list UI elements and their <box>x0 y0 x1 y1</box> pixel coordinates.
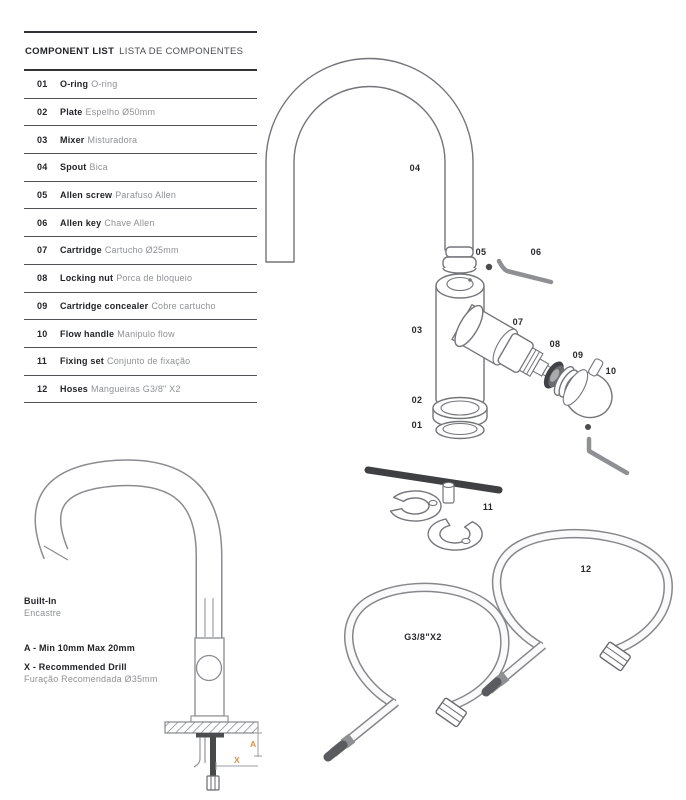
component-list-title-pt: LISTA DE COMPONENTES <box>119 45 244 57</box>
part-label-07: 07 <box>512 317 524 327</box>
handle-screw <box>585 424 591 430</box>
horseshoe-washer-1 <box>391 491 441 521</box>
fixing-set-11 <box>368 470 499 550</box>
component-name <box>60 107 155 117</box>
handle-pin <box>588 358 604 377</box>
spout-04 <box>266 59 473 263</box>
spacer <box>24 619 158 642</box>
component-row-02 <box>24 99 257 127</box>
component-number: 06 <box>37 217 48 228</box>
hose-size-label: G3/8"X2 <box>404 632 442 642</box>
part-label-11: 11 <box>482 502 494 512</box>
component-name <box>60 162 108 172</box>
component-name-en: O-ring <box>60 79 89 90</box>
component-name-en: Cartridge <box>60 245 102 256</box>
component-row-08 <box>24 265 257 293</box>
component-name-pt: Conjunto de fixação <box>107 356 191 367</box>
component-name <box>60 79 117 89</box>
handle-allen-key <box>589 439 627 473</box>
threaded-shank <box>210 737 216 776</box>
component-name-pt: Porca de bloqueio <box>116 273 193 284</box>
component-name-en: Locking nut <box>60 273 114 284</box>
component-name-pt: Parafuso Allen <box>115 190 177 201</box>
component-name-en: Allen key <box>60 217 102 228</box>
component-number: 03 <box>37 134 48 145</box>
countertop <box>165 722 258 733</box>
component-name-pt: Bica <box>89 162 108 173</box>
part-label-04: 04 <box>409 163 421 173</box>
allen-screw-05 <box>486 264 492 270</box>
component-row-03 <box>24 126 257 154</box>
built-in-title-en: Built-In <box>24 596 57 606</box>
fixing-stud <box>443 483 454 504</box>
component-name-en: Cartridge concealer <box>60 300 149 311</box>
component-row-11 <box>24 348 257 376</box>
component-number: 12 <box>37 383 48 394</box>
built-in-title-pt: Encastre <box>24 608 62 618</box>
part-label-10: 10 <box>605 366 617 376</box>
component-name-pt: O-ring <box>91 79 118 90</box>
component-name-pt: Misturadora <box>87 134 138 145</box>
part-label-09: 09 <box>572 350 584 360</box>
component-name <box>60 135 137 145</box>
oring-01 <box>436 422 484 439</box>
part-label-08: 08 <box>549 339 561 349</box>
hose-right <box>486 534 668 692</box>
component-name-en: Fixing set <box>60 356 105 367</box>
component-number: 02 <box>37 107 48 118</box>
component-name-en: Mixer <box>60 134 85 145</box>
component-row-06 <box>24 209 257 237</box>
part-label-03: 03 <box>411 325 423 335</box>
hose-tails <box>194 737 205 767</box>
dimension-x-note-pt: Furação Recomendada Ø35mm <box>24 674 158 684</box>
dimension-a-note: A - Min 10mm Max 20mm <box>24 643 135 653</box>
component-row-09 <box>24 293 257 321</box>
component-name-pt: Cartucho Ø25mm <box>104 245 179 256</box>
built-in-plate <box>191 716 228 722</box>
component-name <box>60 273 192 283</box>
part-label-02: 02 <box>411 395 423 405</box>
component-name-pt: Chave Allen <box>104 217 155 228</box>
component-name <box>60 384 181 394</box>
component-name <box>60 329 175 339</box>
spacer <box>24 654 158 661</box>
component-row-04 <box>24 154 257 182</box>
built-in-notes <box>24 595 158 685</box>
horseshoe-washer-2 <box>428 519 482 550</box>
component-list <box>24 31 257 403</box>
component-name-en: Spout <box>60 162 87 173</box>
component-name <box>60 218 155 228</box>
component-name <box>60 301 216 311</box>
component-row-05 <box>24 182 257 210</box>
dimension-x-note-en: X - Recommended Drill <box>24 662 127 672</box>
shank-nut <box>207 776 219 790</box>
component-name <box>60 356 190 366</box>
component-number: 07 <box>37 245 48 256</box>
component-row-12 <box>24 376 257 404</box>
component-number: 10 <box>37 328 48 339</box>
component-name-en: Plate <box>60 107 83 118</box>
component-name <box>60 190 176 200</box>
component-row-10 <box>24 320 257 348</box>
exploded-view-drawing <box>266 59 668 758</box>
dimension-letter-x: X <box>234 755 240 765</box>
component-row-01 <box>24 71 257 99</box>
mounting-bracket <box>196 733 224 738</box>
component-name-pt: Cobre cartucho <box>151 300 216 311</box>
hoses-12 <box>328 534 668 757</box>
component-row-07 <box>24 237 257 265</box>
dimension-letter-a: A <box>250 739 257 749</box>
component-name <box>60 245 179 255</box>
component-number: 01 <box>37 79 48 90</box>
component-name-pt: Mangueiras G3/8" X2 <box>91 383 181 394</box>
component-name-en: Hoses <box>60 383 89 394</box>
allen-key-06 <box>499 261 551 282</box>
part-label-01: 01 <box>411 420 423 430</box>
part-label-06: 06 <box>530 247 542 257</box>
spout-connector-rings <box>443 247 476 273</box>
component-number: 04 <box>37 162 48 173</box>
component-number: 11 <box>37 356 47 367</box>
component-name-en: Flow handle <box>60 328 115 339</box>
component-number: 08 <box>37 273 48 284</box>
component-name-en: Allen screw <box>60 190 113 201</box>
part-label-05: 05 <box>475 247 487 257</box>
component-name-pt: Manipulo flow <box>117 328 175 339</box>
threaded-rod <box>368 470 499 490</box>
component-list-title <box>24 33 257 71</box>
part-label-12: 12 <box>580 564 592 574</box>
component-number: 05 <box>37 190 48 201</box>
component-number: 09 <box>37 300 48 311</box>
component-list-title-en: COMPONENT LIST <box>25 45 115 57</box>
hose-left <box>328 587 505 757</box>
component-name-pt: Espelho Ø50mm <box>85 107 156 118</box>
flow-handle-10 <box>557 352 628 426</box>
built-in-handle <box>197 656 222 681</box>
